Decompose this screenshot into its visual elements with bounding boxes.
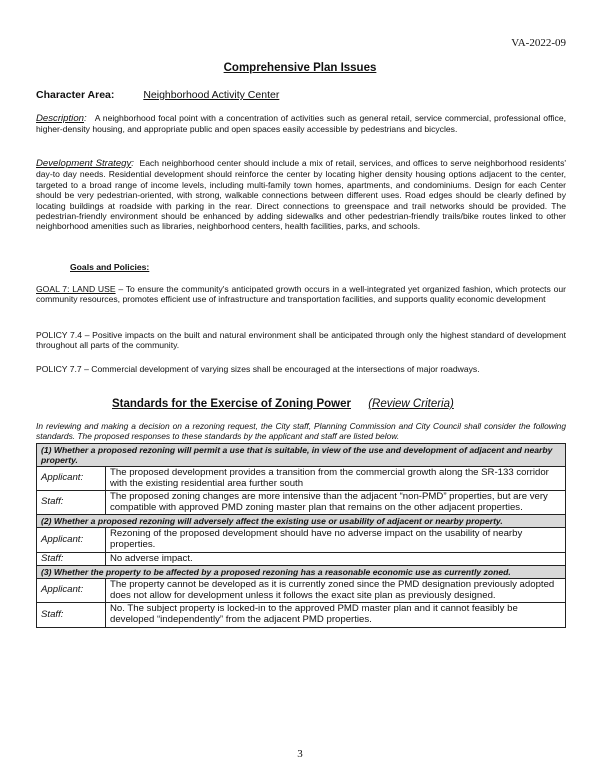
criterion-3-applicant-response: The property cannot be developed as it is currently zoned since the PMD designation previously adopted does not allow for development unless it follows the exact site plan as previously designed. xyxy=(106,579,566,603)
criterion-1-question: (1) Whether a proposed rezoning will permit a use that is suitable, in view of the use and development of adjacent and nearby property. xyxy=(37,444,566,467)
criterion-2-staff-response: No adverse impact. xyxy=(106,552,566,566)
criterion-2-applicant-label: Applicant: xyxy=(37,528,106,552)
standards-heading-sub: (Review Criteria) xyxy=(368,398,454,410)
page-number: 3 xyxy=(297,748,303,760)
criterion-1-applicant-response: The proposed development provides a transition from the commercial growth along the SR-133 corridor with the existing residential area further south xyxy=(106,467,566,491)
criterion-3-question: (3) Whether the property to be affected by a proposed rezoning has a reasonable economic use as currently zoned. xyxy=(37,566,566,579)
description-label: Description xyxy=(36,113,84,124)
goal-7-label: GOAL 7: LAND USE xyxy=(36,284,116,294)
description-paragraph: Description: A neighborhood focal point with a concentration of activities such as general retail, service commercial, professional office, higher-density housing, and appropriate public and open spaces easily accessible by pedestrians and bicycles. xyxy=(36,113,566,135)
criterion-3-staff-response: No. The subject property is locked-in to the approved PMD master plan and it cannot feasibly be developed “independently” from the adjacent PMD properties. xyxy=(106,603,566,627)
character-area: Character Area: Neighborhood Activity Center xyxy=(36,89,280,101)
development-strategy-paragraph: Development Strategy: Each neighborhood center should include a mix of retail, services, and offices to serve neighborhood residents' day-to day needs. Residential development should reinforce the center by locating higher density housing options adjacent to the center, targeted to a broad range of income levels, including multi-family town homes, apartments, and condominiums. Design for each Center should be very pedestrian-oriented, with strong, walkable connections between different uses. Road edges should be clearly defined by locating buildings at roadside with parking in the rear. Direct connections to greenspace and trail networks should be provided. The pedestrian-friendly environment should be enhanced by adding sidewalks and other pedestrian-friendly trails/bike routes linked to other neighborhood amenities such as libraries, neighborhood centers, health facilities, parks, and schools. xyxy=(36,158,567,232)
goals-heading: Goals and Policies: xyxy=(70,262,150,272)
goal-7-text: – To ensure the community's anticipated growth occurs in a well-integrated yet organized fashion, which protects our community resources, promotes efficient use of infrastructure and transportation facilities, and supports quality economic development xyxy=(36,284,566,305)
development-strategy-label: Development Strategy xyxy=(36,158,132,169)
goal-7-paragraph xyxy=(36,284,566,305)
document-id: VA-2022-09 xyxy=(511,37,566,49)
criterion-1-applicant-label: Applicant: xyxy=(37,467,106,491)
criterion-2-staff-label: Staff: xyxy=(37,552,106,566)
criterion-2-question: (2) Whether a proposed rezoning will adversely affect the existing use or usability of adjacent or nearby property. xyxy=(37,515,566,528)
policy-7-7: POLICY 7.7 – Commercial development of varying sizes shall be encouraged at the intersections of major roadways. xyxy=(36,364,480,374)
description-text: A neighborhood focal point with a concentration of activities such as general retail, service commercial, professional office, higher-density housing, and appropriate public and open spaces easily accessible by pedestrians and bicycles. xyxy=(36,113,566,135)
criterion-3-staff-label: Staff: xyxy=(37,603,106,627)
page-title: Comprehensive Plan Issues xyxy=(223,62,377,74)
development-strategy-text: Each neighborhood center should include a mix of retail, services, and offices to serve neighborhood residents' day-to day needs. Residential development should reinforce the center by locating higher density housing options adjacent to the center, targeted to a broad range of income levels, including multi-family town homes, apartments, and condominiums. Design for each Center should be very pedestrian-oriented, with strong, walkable connections between different uses. Road edges should be clearly defined by locating buildings at roadside with parking in the rear. Direct connections to greenspace and trail networks should be provided. The pedestrian-friendly environment should be enhanced by adding sidewalks and other pedestrian-friendly trails/bike routes linked to other neighborhood amenities such as libraries, neighborhood centers, health facilities, parks, and schools. xyxy=(36,158,567,232)
policy-7-4: POLICY 7.4 – Positive impacts on the built and natural environment shall be anticipated through only the highest standard of development throughout all parts of the community. xyxy=(36,330,566,351)
standards-heading xyxy=(112,398,454,410)
criterion-1-staff-response: The proposed zoning changes are more intensive than the adjacent “non-PMD” properties, but are very compatible with approved PMD zoning master plan that remains on the other adjacent properties. xyxy=(106,491,566,515)
standards-intro: In reviewing and making a decision on a rezoning request, the City staff, Planning Commission and City Council shall consider the following standards. The proposed responses to these standards by the applicant and staff are listed below. xyxy=(36,421,566,441)
criterion-1-staff-label: Staff: xyxy=(37,491,106,515)
criterion-2-applicant-response: Rezoning of the proposed development should have no adverse impact on the usability of nearby properties. xyxy=(106,528,566,552)
character-area-label: Character Area xyxy=(36,89,111,101)
review-criteria-table xyxy=(36,443,566,628)
standards-heading-main: Standards for the Exercise of Zoning Power xyxy=(112,398,351,410)
criterion-3-applicant-label: Applicant: xyxy=(37,579,106,603)
character-area-value: Neighborhood Activity Center xyxy=(143,89,280,101)
